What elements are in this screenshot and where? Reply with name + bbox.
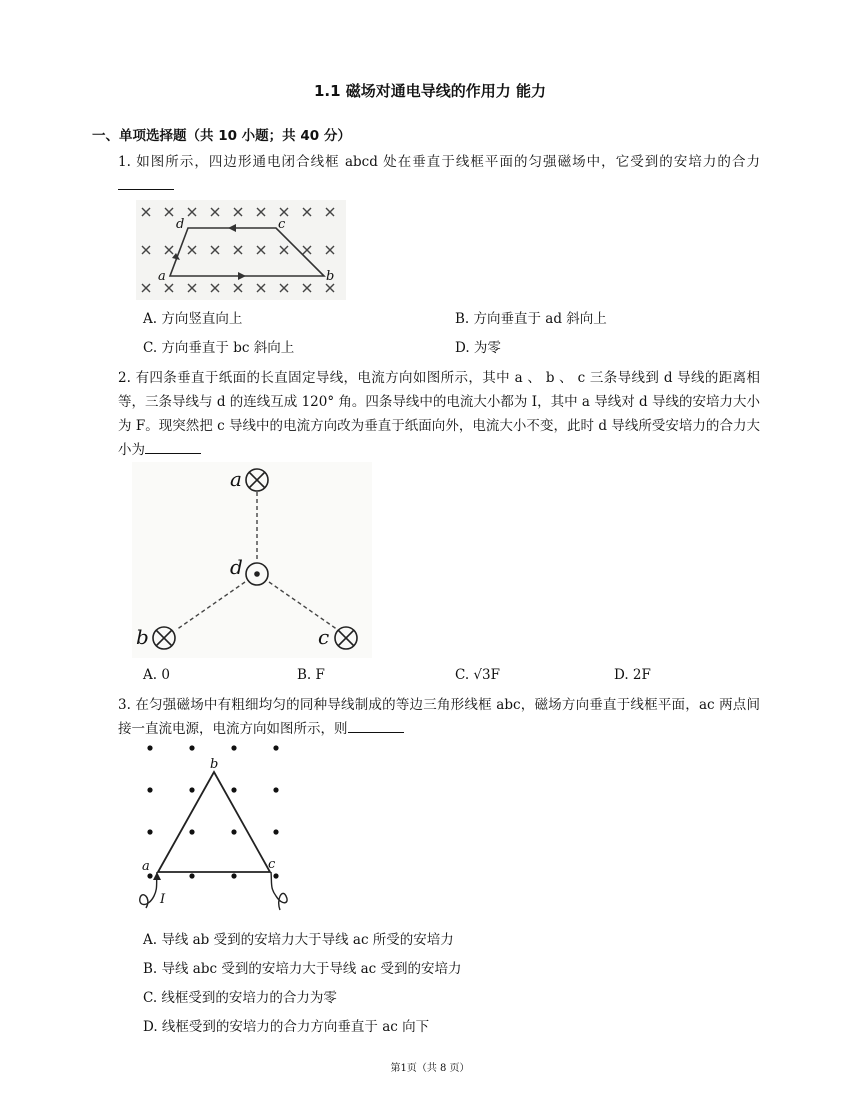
field-dot-icon bbox=[147, 787, 152, 792]
option-1a[interactable]: A. 方向竖直向上 bbox=[143, 311, 243, 327]
label-c: c bbox=[278, 217, 286, 232]
label-a: a bbox=[158, 269, 166, 284]
label-b: b bbox=[136, 625, 149, 649]
option-1c[interactable]: C. 方向垂直于 bc 斜向上 bbox=[143, 340, 295, 356]
field-dot-icon bbox=[147, 829, 152, 834]
answer-blank bbox=[348, 720, 404, 733]
field-dot-icon bbox=[273, 829, 278, 834]
option-3d[interactable]: D. 线框受到的安培力的合力方向垂直于 ac 向下 bbox=[143, 1019, 430, 1035]
question-number: 1. bbox=[118, 154, 131, 170]
field-dot-icon bbox=[189, 873, 194, 878]
label-d: d bbox=[230, 555, 243, 579]
question-2 bbox=[118, 366, 760, 462]
question-stem: 有四条垂直于纸面的长直固定导线，电流方向如图所示，其中 a 、 b 、 c 三条导线到 d 导线的距离相等，三条导线与 d 的连线互成 120° 角。四条导线中的电流大小都为 I，其中 a 导线对 d 导线的安培力大小为 F。现突然把 c 导线中的电流方向改为垂直于纸面向外，电流大小不变，此时 d 导线所受安培力的合力大小为 bbox=[118, 370, 760, 458]
question-3 bbox=[118, 693, 760, 741]
label-b: b bbox=[326, 269, 335, 284]
option-3a[interactable]: A. 导线 ab 受到的安培力大于导线 ac 所受的安培力 bbox=[143, 932, 454, 948]
field-dot-icon bbox=[147, 873, 152, 878]
field-dot-icon bbox=[231, 745, 236, 750]
field-dot-icon bbox=[189, 829, 194, 834]
question-stem: 如图所示，四边形通电闭合线框 abcd 处在垂直于线框平面的匀强磁场中，它受到的安培力的合力 bbox=[136, 154, 760, 170]
field-dot-icon bbox=[231, 787, 236, 792]
option-2a[interactable]: A. 0 bbox=[143, 667, 170, 683]
option-1b[interactable]: B. 方向垂直于 ad 斜向上 bbox=[455, 311, 607, 327]
answer-blank bbox=[118, 177, 174, 190]
field-dot-icon bbox=[273, 745, 278, 750]
option-3b[interactable]: B. 导线 abc 受到的安培力大于导线 ac 受到的安培力 bbox=[143, 961, 462, 977]
field-dot-icon bbox=[273, 873, 278, 878]
field-dot-icon bbox=[231, 873, 236, 878]
option-1d[interactable]: D. 为零 bbox=[455, 340, 501, 356]
option-3c[interactable]: C. 线框受到的安培力的合力为零 bbox=[143, 990, 337, 1006]
figure-triangle-frame bbox=[130, 738, 300, 918]
question-1 bbox=[118, 150, 760, 198]
page-title: 1.1 磁场对通电导线的作用力 能力 bbox=[313, 82, 547, 100]
label-b: b bbox=[210, 757, 219, 772]
question-number: 3. bbox=[118, 697, 131, 713]
field-dot-icon bbox=[231, 829, 236, 834]
label-a: a bbox=[142, 859, 150, 874]
field-dot-icon bbox=[189, 787, 194, 792]
label-c: c bbox=[268, 857, 276, 872]
answer-blank bbox=[145, 441, 201, 454]
option-2c[interactable]: C. √3F bbox=[455, 667, 500, 683]
field-dot-icon bbox=[147, 745, 152, 750]
label-d: d bbox=[176, 217, 185, 232]
option-2d[interactable]: D. 2F bbox=[614, 667, 651, 683]
page-footer: 第1页（共 8 页） bbox=[390, 1063, 470, 1074]
label-current: I bbox=[160, 892, 166, 907]
field-dot-icon bbox=[273, 787, 278, 792]
label-a: a bbox=[230, 467, 242, 491]
option-2b[interactable]: B. F bbox=[297, 667, 325, 683]
field-dot-icon bbox=[189, 745, 194, 750]
triangle-abc bbox=[158, 772, 270, 872]
figure-quadrilateral-frame bbox=[136, 200, 346, 300]
question-stem: 在匀强磁场中有粗细均匀的同种导线制成的等边三角形线框 abc，磁场方向垂直于线框平面，ac 两点间接一直流电源，电流方向如图所示，则 bbox=[118, 697, 760, 737]
question-number: 2. bbox=[118, 370, 131, 386]
current-arrow-icon bbox=[153, 872, 161, 880]
label-c: c bbox=[318, 625, 330, 649]
section-heading: 一、单项选择题（共 10 小题；共 40 分） bbox=[92, 128, 351, 144]
figure-four-wires bbox=[132, 462, 372, 658]
